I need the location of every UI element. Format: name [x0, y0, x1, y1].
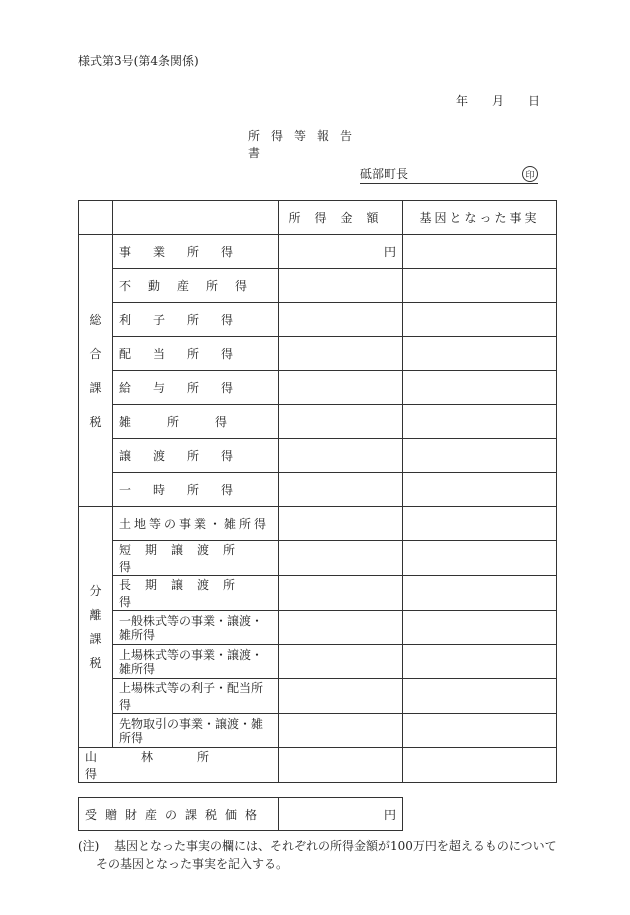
amount-cell[interactable]: [279, 405, 403, 439]
reason-cell[interactable]: [403, 337, 557, 371]
table-row: [79, 679, 557, 714]
form-number: 様式第3号(第4条関係): [78, 54, 199, 68]
reason-cell[interactable]: [403, 645, 557, 679]
table-row: [79, 645, 557, 679]
gift-tax-label: 受贈財産の課税価格: [79, 798, 279, 831]
table-row: [79, 269, 557, 303]
reason-cell[interactable]: [403, 611, 557, 645]
amount-cell[interactable]: [279, 714, 403, 748]
note-line2: その基因となった事実を記入する。: [96, 857, 289, 871]
income-table: [78, 200, 557, 783]
row-label: 先物取引の事業・譲渡・雑所得: [113, 714, 279, 748]
table-row: [79, 303, 557, 337]
seal-icon: 印: [522, 166, 538, 182]
amount-cell[interactable]: [279, 611, 403, 645]
amount-cell[interactable]: [279, 439, 403, 473]
reason-cell[interactable]: [403, 439, 557, 473]
note-line1: 基因となった事実の欄には、それぞれの所得金額が100万円を超えるものについて: [114, 839, 557, 853]
date-year: 年: [456, 94, 469, 108]
row-label: 雑所得: [113, 405, 279, 439]
row-label: 給与所得: [113, 371, 279, 405]
reason-cell[interactable]: [403, 235, 557, 269]
row-label: 短期譲渡所得: [113, 541, 279, 576]
row-label: 事業所得: [113, 235, 279, 269]
category-separate: 分離課税: [79, 507, 113, 748]
table-row: [79, 337, 557, 371]
date-line: [456, 92, 540, 109]
amount-cell[interactable]: [279, 371, 403, 405]
reason-cell[interactable]: [403, 303, 557, 337]
table-row: [79, 748, 557, 783]
header-reason: 基因となった事実: [403, 201, 557, 235]
gift-tax-table: [78, 797, 403, 831]
date-day: 日: [527, 94, 540, 108]
row-label: 一時所得: [113, 473, 279, 507]
row-label: 譲渡所得: [113, 439, 279, 473]
category-general: 総合課税: [79, 235, 113, 507]
page-title-text: 所得等報告書: [248, 129, 364, 160]
forest-income-label: 山林所得: [79, 748, 279, 783]
reason-cell[interactable]: [403, 541, 557, 576]
table-row: [79, 439, 557, 473]
date-month: 月: [491, 94, 504, 108]
gift-tax-amount[interactable]: 円: [279, 798, 403, 831]
table-row: [79, 371, 557, 405]
amount-cell[interactable]: [279, 541, 403, 576]
note-prefix: (注): [78, 839, 100, 853]
row-label: 長期譲渡所得: [113, 576, 279, 611]
table-row: [79, 473, 557, 507]
row-label: 土地等の事業・雑所得: [113, 507, 279, 541]
row-label: 上場株式等の利子・配当所得: [113, 679, 279, 714]
amount-cell[interactable]: [279, 473, 403, 507]
reason-cell[interactable]: [403, 679, 557, 714]
reason-cell[interactable]: [403, 473, 557, 507]
table-header-row: [79, 201, 557, 235]
reason-cell[interactable]: [403, 405, 557, 439]
row-label: 不動産所得: [113, 269, 279, 303]
table-row: [79, 405, 557, 439]
row-label: 利子所得: [113, 303, 279, 337]
addressee: 砥部町長: [360, 167, 409, 181]
amount-cell[interactable]: [279, 576, 403, 611]
row-label: 上場株式等の事業・譲渡・雑所得: [113, 645, 279, 679]
reason-cell[interactable]: [403, 576, 557, 611]
reason-cell[interactable]: [403, 714, 557, 748]
row-label: 一般株式等の事業・譲渡・雑所得: [113, 611, 279, 645]
table-row: [79, 611, 557, 645]
amount-cell[interactable]: [279, 507, 403, 541]
table-row: [79, 714, 557, 748]
amount-cell[interactable]: [279, 337, 403, 371]
table-row: [79, 235, 557, 269]
amount-cell[interactable]: [279, 645, 403, 679]
reason-cell[interactable]: [403, 748, 557, 783]
amount-cell[interactable]: [279, 303, 403, 337]
addressee-line: [360, 165, 538, 184]
page-title: [248, 127, 384, 161]
amount-cell[interactable]: 円: [279, 235, 403, 269]
table-row: [79, 507, 557, 541]
amount-cell[interactable]: [279, 269, 403, 303]
header-amount: 所得金額: [279, 201, 403, 235]
reason-cell[interactable]: [403, 269, 557, 303]
table-row: [79, 541, 557, 576]
amount-cell[interactable]: [279, 679, 403, 714]
reason-cell[interactable]: [403, 507, 557, 541]
reason-cell[interactable]: [403, 371, 557, 405]
gift-tax-row: [79, 798, 403, 831]
note: [78, 837, 558, 873]
amount-cell[interactable]: [279, 748, 403, 783]
row-label: 配当所得: [113, 337, 279, 371]
table-row: [79, 576, 557, 611]
